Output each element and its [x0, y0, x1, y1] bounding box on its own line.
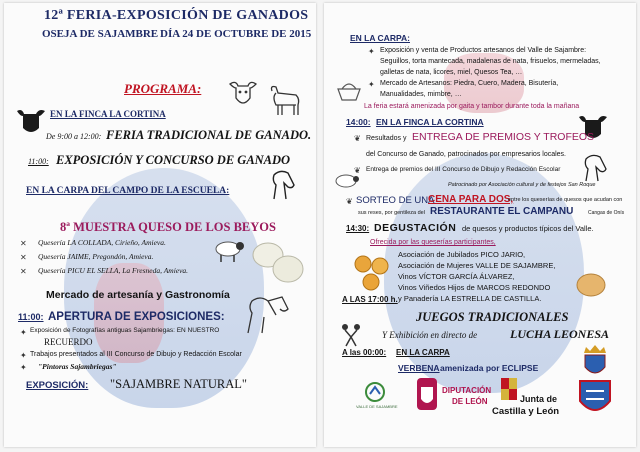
carpa-item-5: Manualidades, mimbre, …: [380, 91, 462, 98]
sheep-icon: [210, 237, 246, 263]
wrestlers-icon: [336, 321, 366, 347]
place: OSEJA DE SAJAMBRE: [42, 28, 159, 40]
exhibicion: Y Exhibición en directo de: [382, 330, 478, 340]
feria-time: De 9:00 a 12:00:: [46, 132, 102, 141]
cangas: Cangas de Onís: [588, 210, 625, 216]
bullet: ✕: [20, 267, 27, 276]
expo-trabajos: Trabajos presentados al III Concurso de Dibujo y Redacción Escolar: [30, 351, 242, 358]
cow-head-icon: [226, 78, 260, 108]
bullet: ✕: [20, 253, 27, 262]
junta-logo: [500, 377, 518, 401]
horses-icon: [242, 293, 292, 337]
bull-icon: [14, 107, 48, 137]
sorteo: SORTEO DE UNA: [356, 195, 435, 206]
sorteo-rest: entre los queserías de quesos que acudan con: [508, 197, 623, 203]
sponsor-2: Asociación de Mujeres VALLE DE SAJAMBRE,: [398, 261, 556, 270]
time-00: A las 00:00:: [342, 348, 387, 357]
degustacion: DEGUSTACIÓN: [374, 222, 457, 234]
castilla-text: Castilla y León: [492, 406, 560, 417]
finca-heading: EN LA FINCA LA CORTINA: [50, 109, 166, 119]
bullet: ✦: [20, 351, 27, 360]
carpa-item-2: Seguillos, torta mantecada, madalenas de nata, frisuelos, mermeladas,: [380, 58, 601, 65]
horse-head-icon: [264, 169, 298, 201]
degustacion-rest: de quesos y productos típicos del Valle.: [462, 224, 594, 233]
concurso-line: del Concurso de Ganado, patrocinados por empresarios locales.: [366, 151, 567, 158]
apertura-title: APERTURA DE EXPOSICIONES:: [48, 311, 225, 323]
time-1430: 14:30:: [346, 224, 370, 233]
resultados: Resultados y: [366, 135, 407, 142]
expo-recuerdo: RECUERDO: [44, 337, 93, 347]
bullet: ❦: [354, 134, 361, 143]
bullet: ✦: [368, 80, 375, 89]
carpa-noche: EN LA CARPA: [396, 348, 450, 357]
amenizada: La feria estará amenizada por gaita y tambor durante toda la mañana: [364, 103, 580, 110]
basket-icon: [336, 79, 362, 101]
queseria-1: Quesería LA COLLADA, Cirieño, Amieva.: [38, 238, 166, 247]
en-la-carpa: EN LA CARPA:: [350, 33, 410, 43]
feria-title: FERIA TRADICIONAL DE GANADO.: [106, 128, 312, 142]
sponsor-5: y Panadería LA ESTRELLA DE CASTILLA.: [398, 294, 542, 303]
sponsor-3: Vinos VÍCTOR GARCÍA ÁLVAREZ,: [398, 272, 515, 281]
watermark-shield: [64, 168, 264, 408]
sheep-icon: [332, 171, 360, 193]
carpa-escuela-heading: EN LA CARPA DEL CAMPO DE LA ESCUELA:: [26, 186, 230, 196]
left-page: [4, 3, 316, 447]
oseja-shield-logo: [578, 379, 612, 417]
bullet: ✦: [368, 47, 375, 56]
premios-dibujo: Entrega de premios del III Concurso de Dibujo y Redacción Escolar: [366, 166, 561, 173]
cena-para-dos: CENA PARA DOS,: [428, 194, 514, 205]
time-17: A LAS 17:00 h.: [342, 295, 398, 304]
diputacion-logo: [416, 377, 438, 411]
sorteo-line2: sus reses, por gentileza del: [358, 210, 425, 216]
eclipse: amenizada por ECLIPSE: [440, 363, 539, 373]
bullet: ✕: [20, 239, 27, 248]
bullet: ✦: [20, 328, 27, 337]
crown-shield-icon: [578, 343, 612, 379]
queseria-2: Quesería JAIME, Pregondón, Amieva.: [38, 252, 154, 261]
junta-text: Junta de: [520, 394, 558, 404]
expo-title: EXPOSICIÓN Y CONCURSO DE GANADO: [56, 153, 291, 167]
lucha-leonesa: LUCHA LEONESA: [510, 327, 610, 341]
cheese-icon: [250, 239, 306, 285]
de-leon-text: DE LEÓN: [452, 397, 488, 406]
apertura-time: 11:00:: [18, 312, 44, 322]
small-logo-caption: VALLE DE SAJAMBRE: [356, 404, 398, 409]
expo-time: 11:00:: [28, 157, 49, 166]
exposicion-value: "SAJAMBRE NATURAL": [110, 377, 247, 391]
date: DÍA 24 DE OCTUBRE DE 2015: [160, 28, 312, 40]
goat-icon: [266, 83, 306, 117]
ofrecida: Ofrecida por las queserías participantes,: [370, 239, 496, 246]
title: 12ª FERIA-EXPOSICIÓN DE GANADOS: [44, 8, 309, 23]
finca-heading-right: EN LA FINCA LA CORTINA: [376, 117, 484, 127]
diputacion-text: DIPUTACIÓN: [442, 386, 492, 395]
bread-icon: [574, 271, 608, 299]
muestra-title: 8ª MUESTRA QUESO DE LOS BEYOS: [60, 220, 276, 234]
verbena: VERBENA: [398, 363, 440, 373]
bullet: ✦: [20, 363, 27, 372]
expo-pintoras: "Pintoras Sajambriegas": [38, 362, 117, 371]
time-14: 14:00:: [346, 117, 371, 127]
entrega-premios: ENTREGA DE PREMIOS Y TROFEOS: [412, 131, 595, 143]
programa-heading: PROGRAMA:: [124, 81, 202, 96]
carpa-item-1: Exposición y venta de Productos artesanos del Valle de Sajambre:: [380, 47, 587, 54]
carpa-item-4: Mercado de Artesanos: Piedra, Cuero, Madera, Bisutería,: [380, 80, 559, 87]
queseria-3: Quesería PICU EL SELLA, La Fresneda, Amieva.: [38, 266, 189, 275]
sponsor-1: Asociación de Jubilados PICO JARIO,: [398, 250, 526, 259]
patrocinado: Patrocinado por Asociación cultural y de festejos San Roque: [448, 182, 596, 188]
small-logo: [362, 381, 388, 403]
exposicion-label: EXPOSICIÓN:: [26, 380, 89, 391]
right-page: [324, 3, 636, 447]
cheese-balls-icon: [352, 253, 392, 293]
bullet: ❦: [346, 197, 353, 206]
carpa-item-3: galletas de nata, licores, miel, Quesos Tea, …: [380, 69, 523, 76]
mercado-line: Mercado de artesanía y Gastronomía: [46, 289, 230, 301]
juegos: JUEGOS TRADICIONALES: [416, 310, 569, 324]
horse-icon: [576, 153, 610, 183]
sponsor-4: Vinos Viñedos Hijos de MARCOS REDONDO: [398, 283, 551, 292]
restaurante: RESTAURANTE EL CAMPANU: [430, 206, 574, 217]
bullet: ❦: [354, 166, 361, 175]
expo-fotos: Exposición de Fotografías antiguas Sajambriegas: EN NUESTRO: [30, 327, 220, 334]
